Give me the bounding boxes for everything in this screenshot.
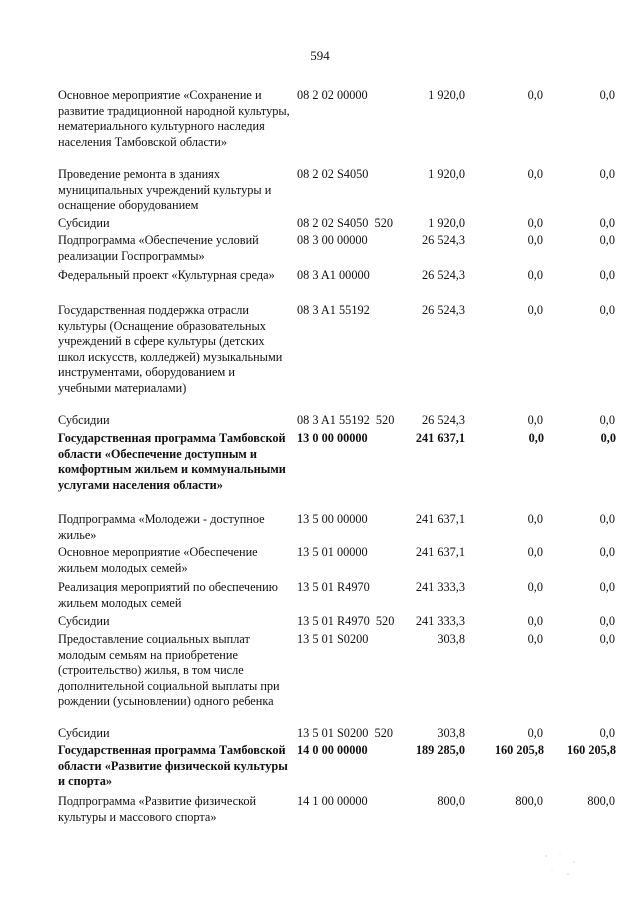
row-name: Государственная программа Тамбовской области «Развитие физической культуры и спорта» <box>58 743 288 788</box>
row-value-1: 26 524,3 <box>421 233 465 247</box>
row-value-2: 0,0 <box>527 268 543 282</box>
page-number: 594 <box>310 48 330 63</box>
row-name: Реализация мероприятий по обеспечению жильем молодых семей <box>58 580 278 610</box>
row-name: Субсидии <box>58 216 110 230</box>
row-value-2: 0,0 <box>527 216 543 230</box>
row-code: 13 5 01 R4970 520 <box>297 614 395 628</box>
row-value-3: 0,0 <box>599 632 615 646</box>
row-value-1: 241 333,3 <box>415 580 465 594</box>
row-code: 14 1 00 00000 <box>297 794 368 808</box>
row-value-2: 0,0 <box>527 580 543 594</box>
row-code: 13 0 00 00000 <box>297 431 368 445</box>
row-value-2: 0,0 <box>528 431 544 445</box>
row-value-1: 800,0 <box>437 794 465 808</box>
row-code: 13 5 01 R4970 <box>297 580 370 594</box>
row-value-3: 160 205,8 <box>566 743 616 757</box>
row-value-2: 0,0 <box>527 632 543 646</box>
row-value-1: 189 285,0 <box>415 743 465 757</box>
row-value-1: 1 920,0 <box>428 88 465 102</box>
row-value-3: 800,0 <box>587 794 615 808</box>
row-value-3: 0,0 <box>599 88 615 102</box>
row-code: 13 5 01 S0200 <box>297 632 369 646</box>
row-value-3: 0,0 <box>600 431 616 445</box>
row-name: Предоставление социальных выплат молодым семьям на приобретение (строительство) жилья, в том числе дополнительной социальной выплаты при рождении (усыновлении) одного ребенка <box>58 632 280 708</box>
row-code: 08 3 00 00000 <box>297 233 368 247</box>
row-code: 14 0 00 00000 <box>297 743 368 757</box>
scan-noise <box>540 850 580 880</box>
row-code: 08 2 02 S4050 520 <box>297 216 393 230</box>
row-value-2: 0,0 <box>527 545 543 559</box>
row-value-3: 0,0 <box>599 303 615 317</box>
row-name: Субсидии <box>58 413 110 427</box>
row-value-3: 0,0 <box>599 233 615 247</box>
row-name: Подпрограмма «Обеспечение условий реализации Госпрограммы» <box>58 233 259 263</box>
row-value-1: 1 920,0 <box>428 216 465 230</box>
row-value-1: 303,8 <box>437 632 465 646</box>
row-value-2: 0,0 <box>527 167 543 181</box>
row-value-1: 241 637,1 <box>415 545 465 559</box>
row-name: Основное мероприятие «Сохранение и развитие традиционной народной культуры, нематериального культурного наследия населения Тамбовской области» <box>58 88 290 149</box>
row-code: 13 5 01 S0200 520 <box>297 726 393 740</box>
row-value-2: 0,0 <box>527 614 543 628</box>
row-value-3: 0,0 <box>599 167 615 181</box>
row-code: 08 2 02 S4050 <box>297 167 369 181</box>
row-name: Подпрограмма «Развитие физической культуры и массового спорта» <box>58 794 257 824</box>
row-value-1: 26 524,3 <box>421 268 465 282</box>
row-value-2: 0,0 <box>527 413 543 427</box>
row-value-3: 0,0 <box>599 545 615 559</box>
row-code: 13 5 01 00000 <box>297 545 368 559</box>
row-name: Подпрограмма «Молодежи - доступное жилье» <box>58 512 265 542</box>
row-code: 08 2 02 00000 <box>297 88 368 102</box>
row-value-2: 800,0 <box>515 794 543 808</box>
row-name: Субсидии <box>58 726 110 740</box>
row-value-3: 0,0 <box>599 268 615 282</box>
row-value-3: 0,0 <box>599 726 615 740</box>
row-code: 08 3 A1 00000 <box>297 268 370 282</box>
row-value-3: 0,0 <box>599 512 615 526</box>
row-name: Субсидии <box>58 614 110 628</box>
row-value-1: 1 920,0 <box>428 167 465 181</box>
row-value-1: 303,8 <box>437 726 465 740</box>
row-value-1: 241 333,3 <box>415 614 465 628</box>
row-value-1: 241 637,1 <box>415 512 465 526</box>
row-name: Проведение ремонта в зданиях муниципальных учреждений культуры и оснащение оборудованием <box>58 167 272 212</box>
row-value-2: 160 205,8 <box>494 743 544 757</box>
row-value-3: 0,0 <box>599 413 615 427</box>
row-code: 08 3 A1 55192 <box>297 303 370 317</box>
row-value-3: 0,0 <box>599 614 615 628</box>
row-name: Государственная программа Тамбовской области «Обеспечение доступным и комфортным жильем и коммунальными услугами населения области» <box>58 431 286 492</box>
row-code: 08 3 A1 55192 520 <box>297 413 395 427</box>
row-value-2: 0,0 <box>527 303 543 317</box>
row-value-3: 0,0 <box>599 216 615 230</box>
row-name: Основное мероприятие «Обеспечение жильем молодых семей» <box>58 545 258 575</box>
row-value-1: 26 524,3 <box>421 413 465 427</box>
row-value-2: 0,0 <box>527 512 543 526</box>
row-value-3: 0,0 <box>599 580 615 594</box>
row-code: 13 5 00 00000 <box>297 512 368 526</box>
row-value-1: 241 637,1 <box>415 431 465 445</box>
row-value-2: 0,0 <box>527 233 543 247</box>
row-name: Федеральный проект «Культурная среда» <box>58 268 275 282</box>
row-value-2: 0,0 <box>527 726 543 740</box>
row-value-1: 26 524,3 <box>421 303 465 317</box>
row-value-2: 0,0 <box>527 88 543 102</box>
row-name: Государственная поддержка отрасли культуры (Оснащение образовательных учреждений в сфере культуры (детских школ искусств, колледжей) музыкальными инструментами, оборудованием и учебными материалами) <box>58 303 283 395</box>
